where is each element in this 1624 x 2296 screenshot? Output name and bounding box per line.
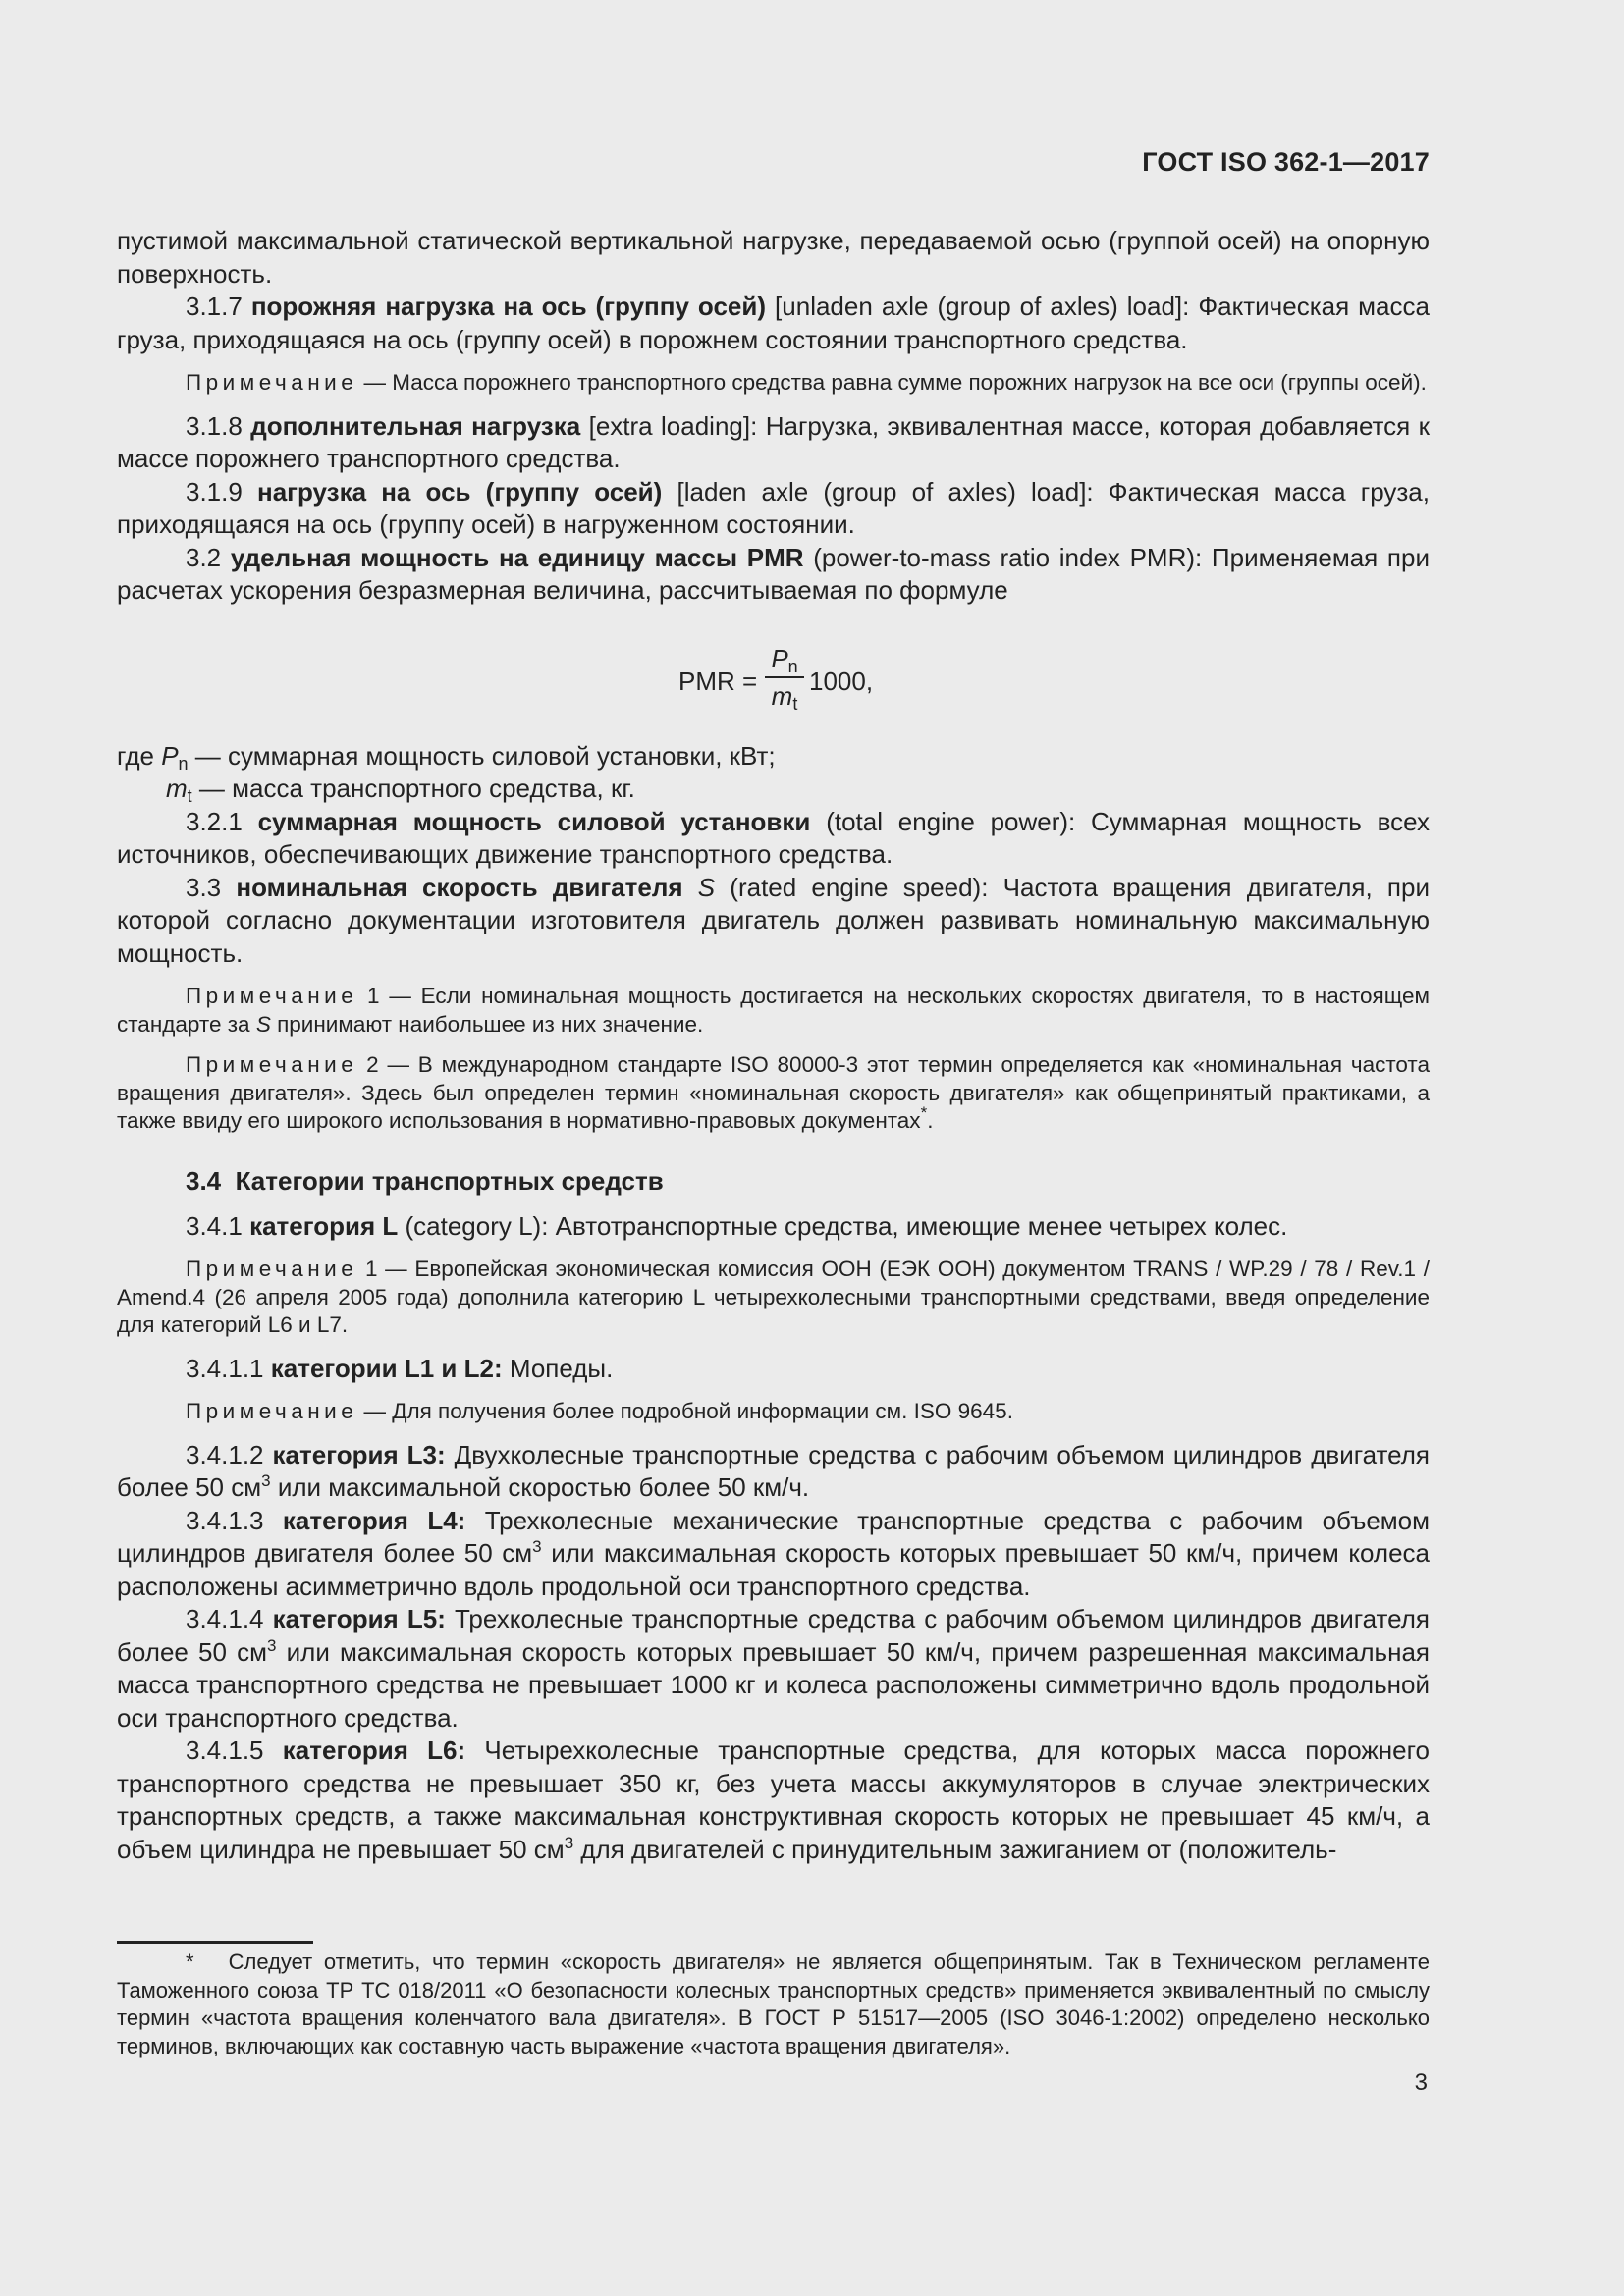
- note-3-3-2: Примечание 2 — В международном стандарте ISO 80000-3 этот термин определяется как «номинальная частота вращения двигателя». Здесь был определен термин «номинальная скорость двигателя» как общепринятый практиками, а также ввиду его широкого использования в нормативно-правовых документах*.: [117, 1052, 1430, 1133]
- formula-multiplier: 1000,: [809, 666, 874, 696]
- formula-denominator: $m_t$: [771, 680, 798, 714]
- paragraph-continuation: пустимой максимальной статической вертикальной нагрузке, передаваемой осью (группой осей) на опорную поверхность.: [117, 226, 1430, 289]
- section-3-4-heading: 3.4 Категории транспортных средств: [186, 1165, 664, 1196]
- term: удельная мощность на единицу массы PMR: [230, 542, 804, 572]
- formula-numerator: $P_n$: [771, 643, 798, 676]
- term: категория L: [249, 1210, 399, 1241]
- term: порожняя нагрузка на ось (группу осей): [250, 292, 767, 321]
- term: категории L1 и L2:: [270, 1353, 503, 1383]
- clause-3-4-1-1: 3.4.1.1 категории L1 и L2: Мопеды.: [186, 1353, 614, 1383]
- term: номинальная скорость двигателя: [236, 872, 683, 902]
- document-body: [117, 225, 1430, 1866]
- term: нагрузка на ось (группу осей): [257, 476, 663, 507]
- note-3-1-7: Примечание — Масса порожнего транспортного средства равна сумме порожних нагрузок на все оси (группы осей).: [186, 370, 1427, 395]
- clause-3-4-1: 3.4.1 категория L (category L): Автотранспортные средства, имеющие менее четырех колес.: [186, 1210, 1288, 1241]
- footnote-star: *: [186, 1949, 194, 1974]
- term: категория L6:: [282, 1735, 466, 1765]
- clause-3-2: 3.2 удельная мощность на единицу массы PMR (power-to-mass ratio index PMR): Применяемая при расчетах ускорения безразмерная величина, рассчитываемая по формуле: [117, 542, 1430, 605]
- clause-3-4-1-4: 3.4.1.4 категория L5: Трехколесные транспортные средства с рабочим объемом цилиндров двигателя более 50 $см^3$ или максимальная скорость которых превышает 50 км/ч, причем разрешенная максимальная масса транспортного средства не превышает 1000 кг и колеса расположены симметрично вдоль продольной оси транспортного средства.: [117, 1604, 1430, 1733]
- clause-3-4-1-5: 3.4.1.5 категория L6: Четырехколесные транспортные средства, для которых масса порожнего транспортного средства не превышает 350 кг, без учета массы аккумуляторов в случае электрических транспортных средств, а также максимальная конструктивная скорость которых не превышает 45 км/ч, а объем цилиндра не превышает 50 $см^3$ для двигателей с принудительным зажиганием от (положитель-: [117, 1735, 1431, 1864]
- footnote: * Следует отметить, что термин «скорость двигателя» не является общепринятым. Так в Техническом регламенте Таможенного союза ТР ТС 018/2011 «О безопасности колесных транспортных средств» применяется эквивалентный по смыслу термин «частота вращения коленчатого вала двигателя». В ГОСТ Р 51517—2005 (ISO 3046-1:2002) определено несколько терминов, включающих как составную часть выражение «частота вращения двигателя».: [117, 1949, 1430, 2058]
- pmr-formula: [117, 643, 1430, 714]
- footnote-separator: [117, 1941, 313, 1944]
- clause-3-1-9: 3.1.9 нагрузка на ось (группу осей) [laden axle (group of axles) load]: Фактическая масса груза, приходящаяся на ось (группу осей) в нагруженном состоянии.: [117, 476, 1430, 539]
- where-line-2: $m_t$ — масса транспортного средства, кг.: [166, 774, 635, 806]
- clause-3-4-1-3: 3.4.1.3 категория L4: Трехколесные механические транспортные средства с рабочим объемом цилиндров двигателя более 50 $см^3$ или максимальная скорость которых превышает 50 км/ч, причем колеса расположены асимметрично вдоль продольной оси транспортного средства.: [117, 1505, 1430, 1601]
- note-3-3-1: Примечание 1 — Если номинальная мощность достигается на нескольких скоростях двигателя, то в настоящем стандарте за S принимают наибольшее из них значение.: [117, 984, 1430, 1037]
- note-3-4-1: Примечание 1 — Европейская экономическая комиссия ООН (ЕЭК ООН) документом TRANS / WP.29 / 78 / Rev.1 / Amend.4 (26 апреля 2005 года) дополнила категорию L четырехколесными транспортными средствами, введя определение для категорий L6 и L7.: [117, 1256, 1430, 1337]
- term: дополнительная нагрузка: [250, 410, 581, 441]
- clause-3-1-8: 3.1.8 дополнительная нагрузка [extra loading]: Нагрузка, эквивалентная массе, которая добавляется к массе порожнего транспортного средства.: [117, 410, 1430, 473]
- footnote-marker: *: [920, 1103, 928, 1122]
- page-number: 3: [1414, 2069, 1428, 2096]
- where-line-1: где $P_n$ — суммарная мощность силовой установки, кВт;: [117, 740, 776, 774]
- document-header: ГОСТ ISO 362-1—2017: [1142, 147, 1430, 177]
- clause-3-2-1: 3.2.1 суммарная мощность силовой установки (total engine power): Суммарная мощность всех источников, обеспечивающих движение транспортного средства.: [117, 806, 1431, 869]
- term: суммарная мощность силовой установки: [257, 806, 811, 836]
- clause-3-3: 3.3 номинальная скорость двигателя S (rated engine speed): Частота вращения двигателя, при которой согласно документации изготовителя двигатель должен развивать номинальную максимальную мощность.: [117, 872, 1430, 968]
- fraction-bar: [765, 676, 804, 678]
- clause-3-1-7: 3.1.7 порожняя нагрузка на ось (группу осей) [unladen axle (group of axles) load]: Фактическая масса груза, приходящаяся на ось (группу осей) в порожнем состоянии транспортного средства.: [117, 292, 1430, 354]
- formula-fraction: [765, 643, 804, 714]
- formula-lhs: PMR =: [678, 666, 758, 696]
- clause-3-4-1-2: 3.4.1.2 категория L3: Двухколесные транспортные средства с рабочим объемом цилиндров двигателя более 50 $см^3$ или максимальной скоростью более 50 км/ч.: [117, 1439, 1430, 1502]
- term: категория L4:: [282, 1505, 466, 1535]
- term: категория L5:: [272, 1604, 446, 1633]
- term: категория L3:: [272, 1439, 446, 1469]
- note-3-4-1-1: Примечание — Для получения более подробной информации см. ISO 9645.: [186, 1399, 1013, 1423]
